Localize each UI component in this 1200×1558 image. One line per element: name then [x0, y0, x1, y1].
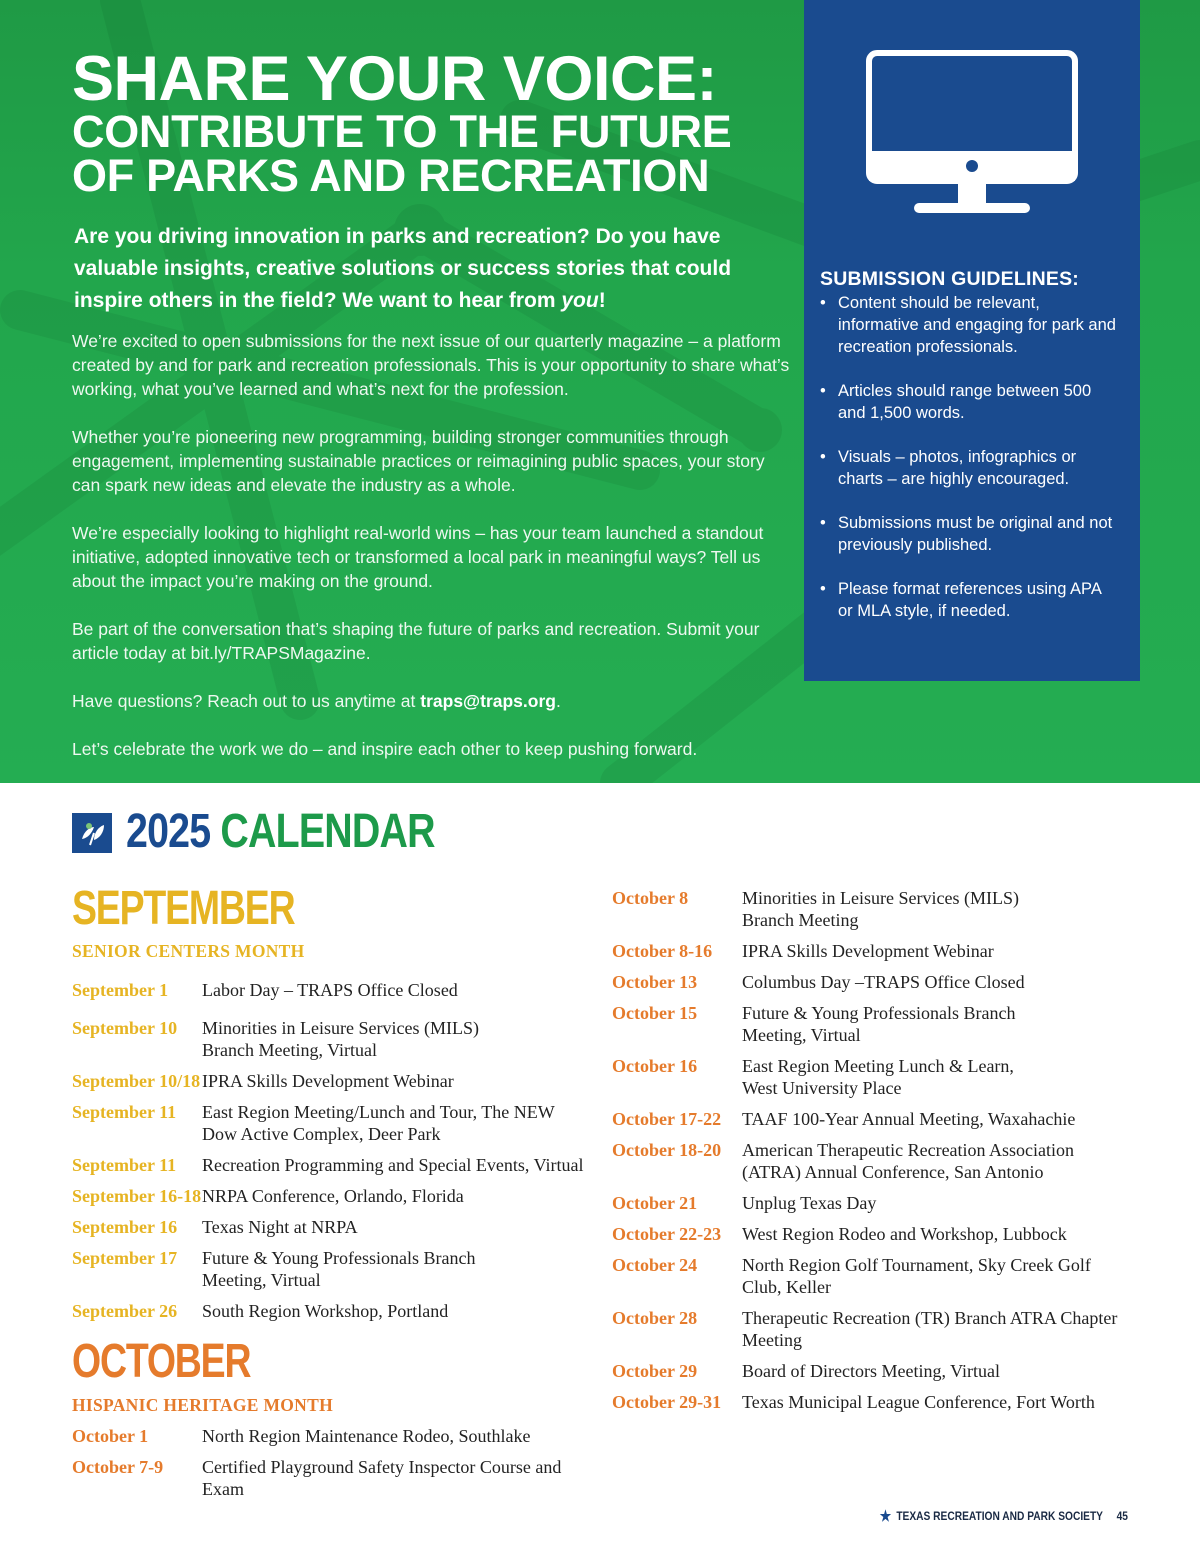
contact-text: Have questions? Reach out to us anytime at: [72, 691, 421, 711]
calendar-word: CALENDAR: [220, 805, 435, 858]
traps-logo-icon: [72, 813, 112, 853]
event-date: September 11: [72, 1102, 177, 1122]
event-description: North Region Maintenance Rodeo, Southlake: [202, 1426, 531, 1446]
event-row: [72, 1185, 592, 1207]
hero-paragraph-contact: [72, 689, 792, 713]
event-description: TAAF 100-Year Annual Meeting, Waxahachie: [742, 1109, 1076, 1129]
event-date: October 7-9: [72, 1457, 164, 1477]
event-row: [72, 1101, 592, 1145]
event-row: [612, 1002, 1132, 1046]
month-heading-september: SEPTEMBER: [72, 882, 295, 935]
event-row: [72, 1425, 602, 1447]
september-event-list: [72, 979, 592, 1322]
guideline-text: Submissions must be original and not previously published.: [838, 514, 1113, 554]
hero-paragraph: Let’s celebrate the work we do – and inspire each other to keep pushing forward.: [72, 739, 698, 759]
event-description: Labor Day – TRAPS Office Closed: [202, 980, 458, 1000]
bullet: •: [820, 580, 826, 598]
event-description: Unplug Texas Day: [742, 1193, 877, 1213]
event-date: September 16-18: [72, 1186, 202, 1206]
october-event-list-right: [612, 887, 1132, 1413]
hero-paragraph: We’re especially looking to highlight real-world wins – has your team launched a standout initiative, adopted innovative tech or transformed a local park in meaningful ways? Tell us about the impact you’re making on the ground.: [72, 523, 764, 591]
event-row: [72, 1300, 592, 1322]
event-date: October 1: [72, 1426, 149, 1446]
event-row: [612, 1108, 1132, 1130]
event-date: September 1: [72, 980, 169, 1000]
event-date: October 15: [612, 1003, 698, 1023]
hero-paragraph: Whether you’re pioneering new programming, building stronger communities through engagement, implementing sustainable practices or reimagining public spaces, your story can spark new ideas and elevate the industry as a whole.: [72, 427, 765, 495]
event-row: [612, 1391, 1132, 1413]
event-date: October 18-20: [612, 1140, 722, 1160]
guidelines-list: [820, 292, 1120, 644]
bullet: •: [820, 382, 826, 400]
event-row: [72, 1216, 592, 1238]
event-row: [612, 1254, 1132, 1298]
event-row: [72, 1017, 592, 1061]
page-number: 45: [1116, 1509, 1128, 1523]
event-description: South Region Workshop, Portland: [202, 1301, 449, 1321]
star-icon: ★: [879, 1508, 892, 1525]
guideline-item: [820, 578, 1120, 622]
event-description: Columbus Day –TRAPS Office Closed: [742, 972, 1025, 992]
event-description: Texas Municipal League Conference, Fort Worth: [742, 1392, 1095, 1412]
submission-guidelines-panel: [804, 0, 1140, 681]
calendar-title: [126, 804, 435, 860]
lead-text: Are you driving innovation in parks and recreation? Do you have valuable insights, creative solutions or success stories that could inspire others in the field? We want to hear from: [74, 225, 732, 312]
month-heading-october: OCTOBER: [72, 1335, 251, 1388]
event-description: Future & Young Professionals Branch Meeting, Virtual: [202, 1248, 476, 1290]
event-row: [72, 979, 592, 1001]
hero-paragraph: We’re excited to open submissions for the next issue of our quarterly magazine – a platform created by and for park and recreation professionals. This is your opportunity to share what’s working, what you’ve learned and what’s next for the profession.: [72, 331, 790, 399]
event-date: October 8-16: [612, 941, 713, 961]
bullet: •: [820, 448, 826, 466]
guidelines-title: SUBMISSION GUIDELINES:: [820, 268, 1080, 290]
guideline-item: [820, 512, 1120, 556]
bullet: •: [820, 294, 826, 312]
event-description: East Region Meeting Lunch & Learn, West University Place: [742, 1056, 1014, 1098]
event-row: [612, 1360, 1132, 1382]
guideline-text: Content should be relevant, informative and engaging for park and recreation professionals.: [838, 294, 1116, 356]
event-description: Certified Playground Safety Inspector Course and Exam: [202, 1457, 562, 1499]
event-date: September 16: [72, 1217, 178, 1237]
guideline-text: Visuals – photos, infographics or charts – are highly encouraged.: [838, 448, 1077, 488]
event-date: September 17: [72, 1248, 178, 1268]
event-date: October 13: [612, 972, 698, 992]
event-row: [612, 971, 1132, 993]
event-row: [612, 940, 1132, 962]
footer-org-name: TEXAS RECREATION AND PARK SOCIETY: [896, 1509, 1104, 1523]
event-row: [612, 1192, 1132, 1214]
month-subtitle-october: HISPANIC HERITAGE MONTH: [72, 1395, 334, 1415]
event-date: October 29-31: [612, 1392, 722, 1412]
calendar-year: 2025: [126, 805, 211, 858]
event-description: Therapeutic Recreation (TR) Branch ATRA Chapter Meeting: [742, 1308, 1118, 1350]
event-date: October 28: [612, 1308, 698, 1328]
contact-text-end: .: [555, 691, 561, 711]
event-description: IPRA Skills Development Webinar: [742, 941, 994, 961]
guideline-text: Articles should range between 500 and 1,500 words.: [838, 382, 1092, 422]
event-description: Future & Young Professionals Branch Meeting, Virtual: [742, 1003, 1016, 1045]
event-description: NRPA Conference, Orlando, Florida: [202, 1186, 464, 1206]
event-row: [612, 1139, 1132, 1183]
event-date: September 26: [72, 1301, 178, 1321]
event-date: September 10/18: [72, 1071, 201, 1091]
monitor-icon: [866, 50, 1078, 216]
event-description: Texas Night at NRPA: [202, 1217, 358, 1237]
event-row: [612, 887, 1132, 931]
contact-email-link[interactable]: traps@traps.org: [420, 691, 556, 711]
hero-lead: [74, 221, 774, 317]
hero-title: SHARE YOUR VOICE:: [72, 44, 717, 114]
lead-end: !: [598, 289, 606, 312]
event-description: Recreation Programming and Special Events, Virtual: [202, 1155, 584, 1175]
hero-paragraph: Be part of the conversation that’s shaping the future of parks and recreation. Submit your article today at bit.ly/TRAPSMagazine.: [72, 619, 760, 663]
event-date: October 24: [612, 1255, 698, 1275]
page-footer: [880, 1507, 1128, 1525]
october-event-list-left: [72, 1425, 602, 1500]
event-date: October 16: [612, 1056, 698, 1076]
event-row: [612, 1307, 1132, 1351]
event-description: IPRA Skills Development Webinar: [202, 1071, 454, 1091]
event-date: October 17-22: [612, 1109, 722, 1129]
guideline-item: [820, 292, 1120, 358]
event-date: September 10: [72, 1018, 178, 1038]
event-row: [612, 1055, 1132, 1099]
event-row: [612, 1223, 1132, 1245]
lead-emphasis: you: [561, 289, 599, 312]
guideline-text: Please format references using APA or MLA style, if needed.: [838, 580, 1101, 620]
event-description: Minorities in Leisure Services (MILS) Branch Meeting: [742, 888, 1019, 930]
event-row: [72, 1154, 592, 1176]
event-description: Board of Directors Meeting, Virtual: [742, 1361, 1001, 1381]
month-subtitle-september: SENIOR CENTERS MONTH: [72, 941, 305, 961]
hero-subtitle: CONTRIBUTE TO THE FUTURE OF PARKS AND RECREATION: [72, 106, 732, 201]
event-date: October 8: [612, 888, 689, 908]
bullet: •: [820, 514, 826, 532]
event-row: [72, 1456, 602, 1500]
guideline-item: [820, 446, 1120, 490]
event-description: North Region Golf Tournament, Sky Creek Golf Club, Keller: [742, 1255, 1091, 1297]
hero-body: [72, 329, 792, 783]
event-row: [72, 1247, 592, 1291]
event-description: East Region Meeting/Lunch and Tour, The NEW Dow Active Complex, Deer Park: [202, 1102, 555, 1144]
event-row: [72, 1070, 592, 1092]
event-date: October 29: [612, 1361, 698, 1381]
guideline-item: [820, 380, 1120, 424]
event-description: American Therapeutic Recreation Association (ATRA) Annual Conference, San Antonio: [742, 1140, 1075, 1182]
event-description: Minorities in Leisure Services (MILS) Branch Meeting, Virtual: [202, 1018, 479, 1060]
event-date: September 11: [72, 1155, 177, 1175]
event-description: West Region Rodeo and Workshop, Lubbock: [742, 1224, 1067, 1244]
event-date: October 22-23: [612, 1224, 722, 1244]
event-date: October 21: [612, 1193, 698, 1213]
